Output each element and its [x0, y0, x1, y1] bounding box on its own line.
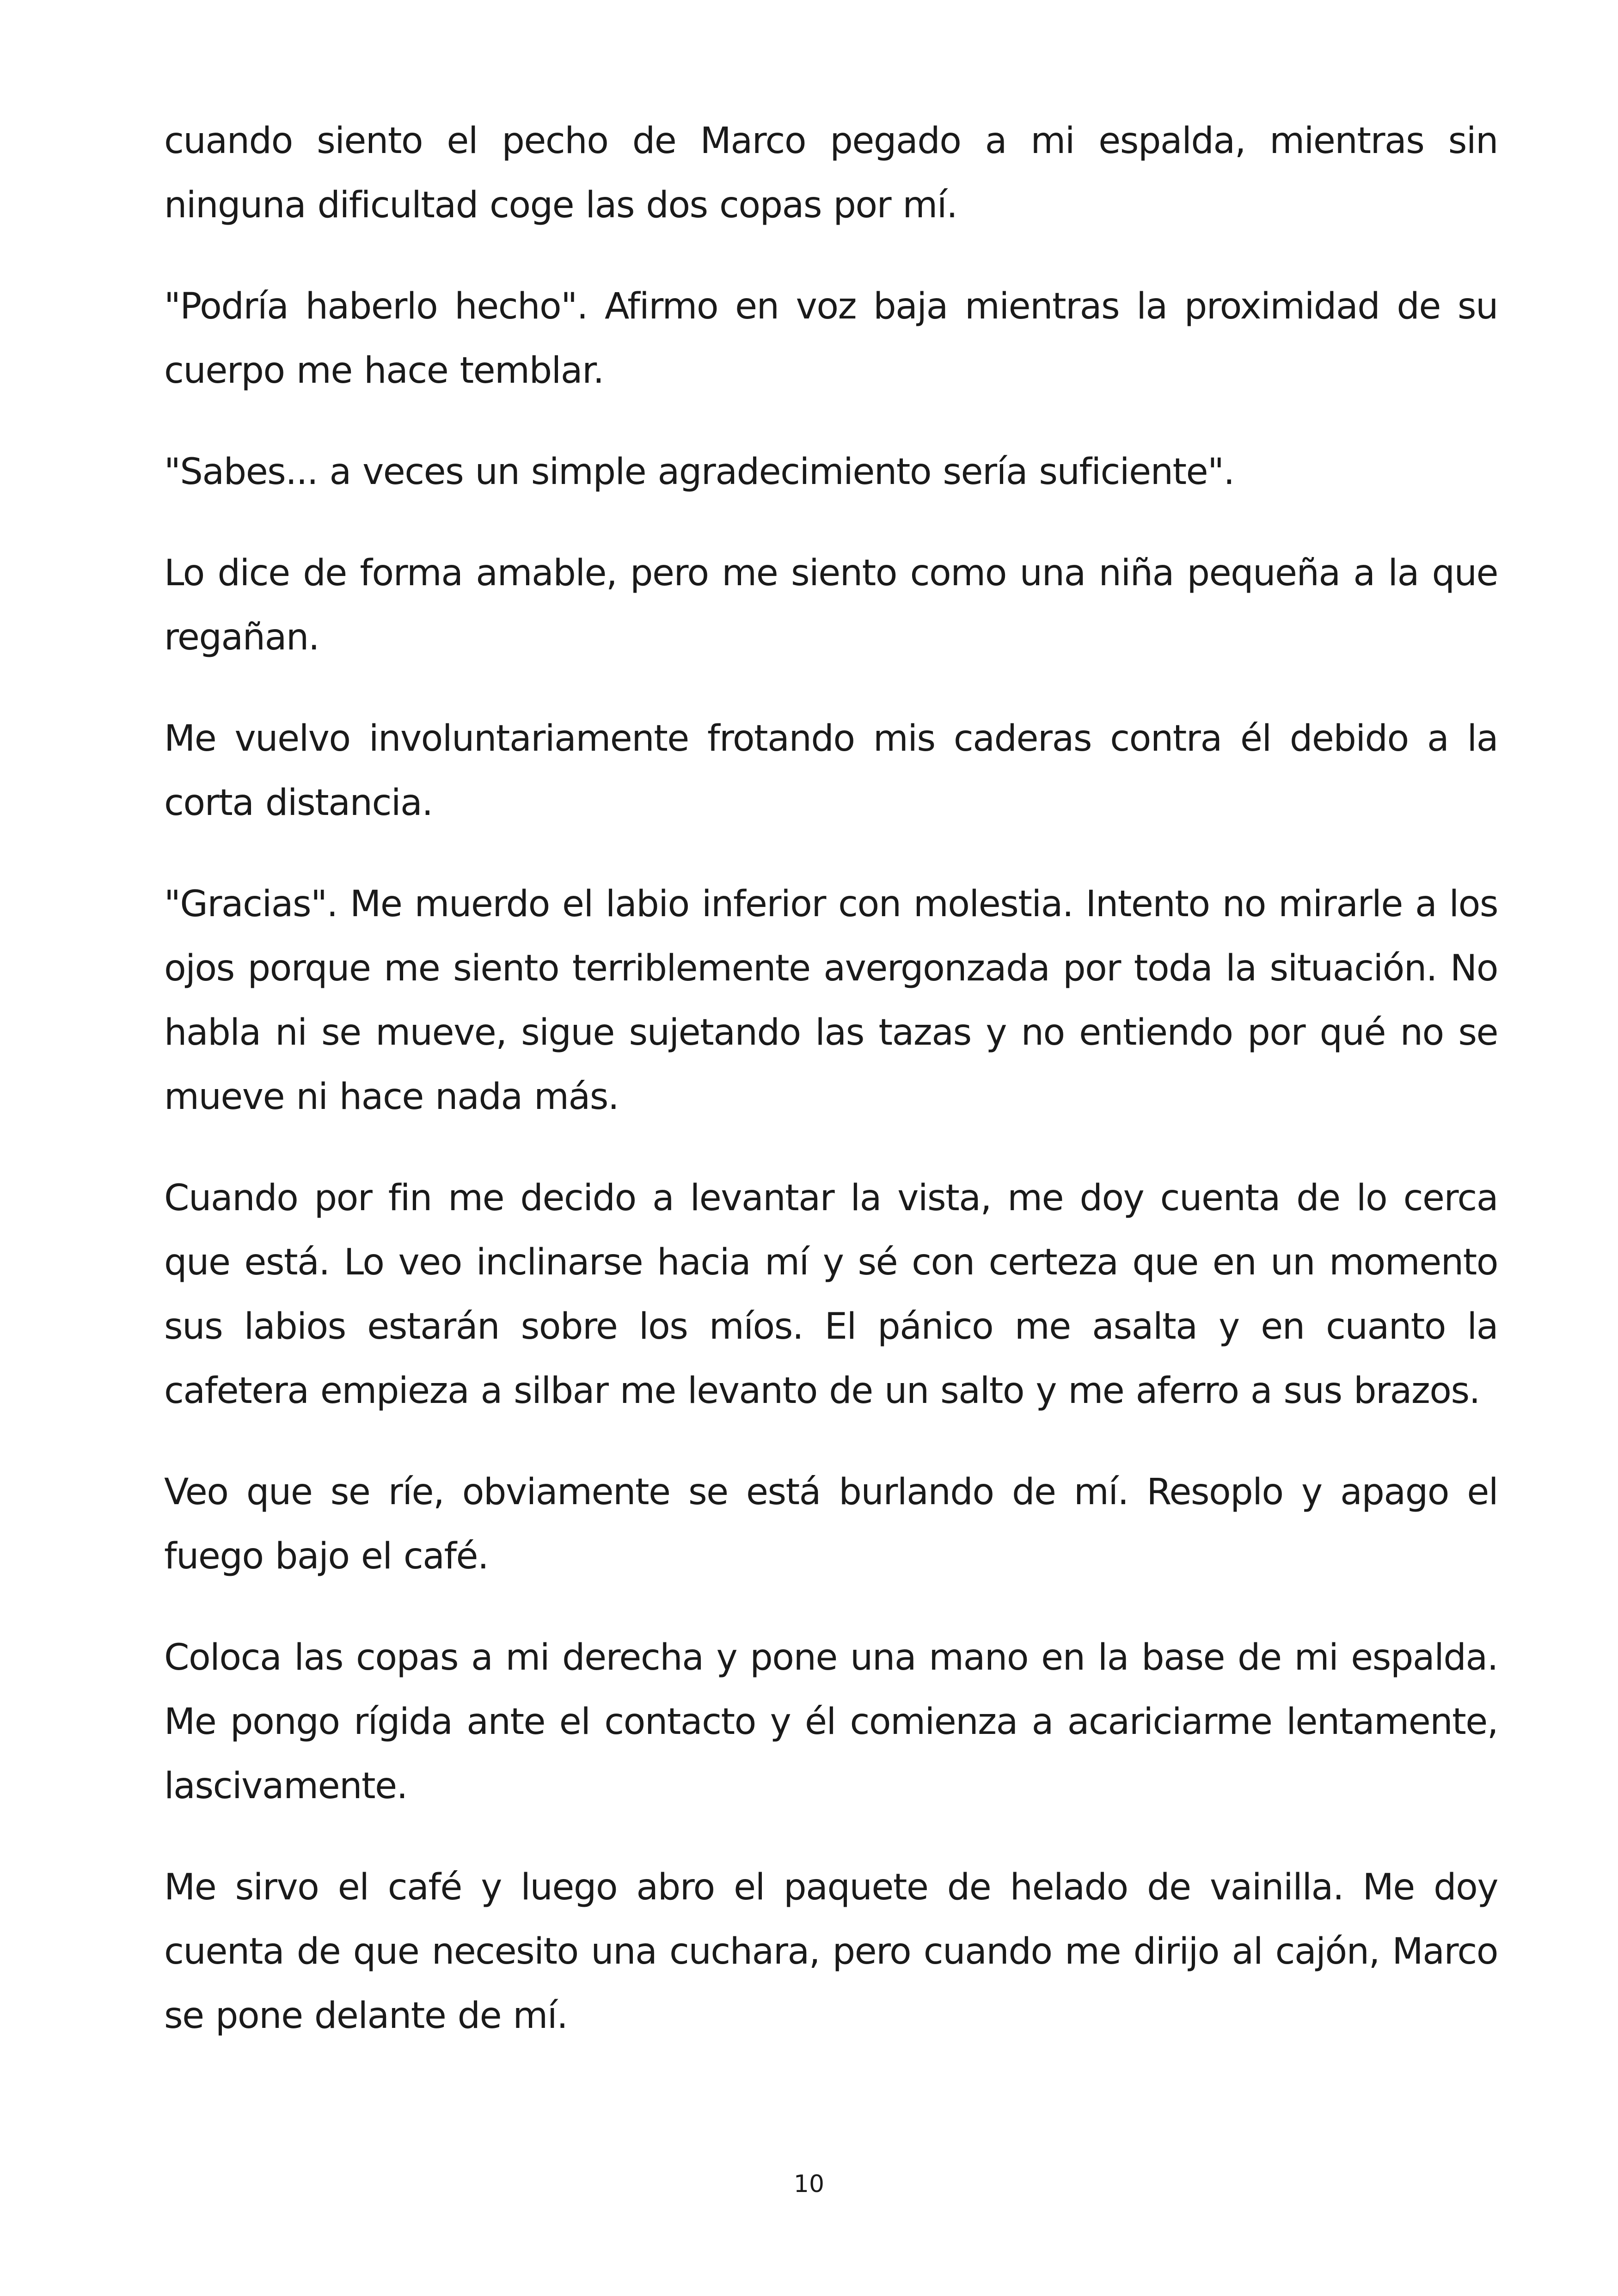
- paragraph: Cuando por fin me decido a levantar la vista, me doy cuenta de lo cerca que está. Lo veo inclinarse hacia mí y sé con certeza que en un momento sus labios estarán sobre los míos. El pánico me asalta y en cuanto la cafetera empieza a silbar me levanto de un salto y me aferro a sus brazos.: [164, 1177, 1498, 1412]
- paragraph: "Gracias". Me muerdo el labio inferior con molestia. Intento no mirarle a los ojos porque me siento terriblemente avergonzada por toda la situación. No habla ni se mueve, sigue sujetando las tazas y no entiendo por qué no se mueve ni hace nada más.: [164, 883, 1498, 1118]
- paragraph: Me vuelvo involuntariamente frotando mis caderas contra él debido a la corta distancia.: [164, 718, 1498, 824]
- paragraph: Lo dice de forma amable, pero me siento como una niña pequeña a la que regañan.: [164, 552, 1498, 658]
- paragraph: cuando siento el pecho de Marco pegado a mi espalda, mientras sin ninguna dificultad coge las dos copas por mí.: [164, 120, 1498, 226]
- body-text: [164, 109, 1498, 2085]
- paragraph: "Sabes... a veces un simple agradecimiento sería suficiente".: [164, 451, 1234, 493]
- page-number: 10: [793, 2170, 825, 2198]
- paragraph: Coloca las copas a mi derecha y pone una mano en la base de mi espalda. Me pongo rígida ante el contacto y él comienza a acariciarme lentamente, lascivamente.: [164, 1637, 1498, 1807]
- paragraph: Me sirvo el café y luego abro el paquete de helado de vainilla. Me doy cuenta de que necesito una cuchara, pero cuando me dirijo al cajón, Marco se pone delante de mí.: [164, 1867, 1498, 2037]
- paragraph: "Podría haberlo hecho". Afirmo en voz baja mientras la proximidad de su cuerpo me hace temblar.: [164, 286, 1498, 392]
- paragraph: Veo que se ríe, obviamente se está burlando de mí. Resoplo y apago el fuego bajo el café.: [164, 1471, 1498, 1577]
